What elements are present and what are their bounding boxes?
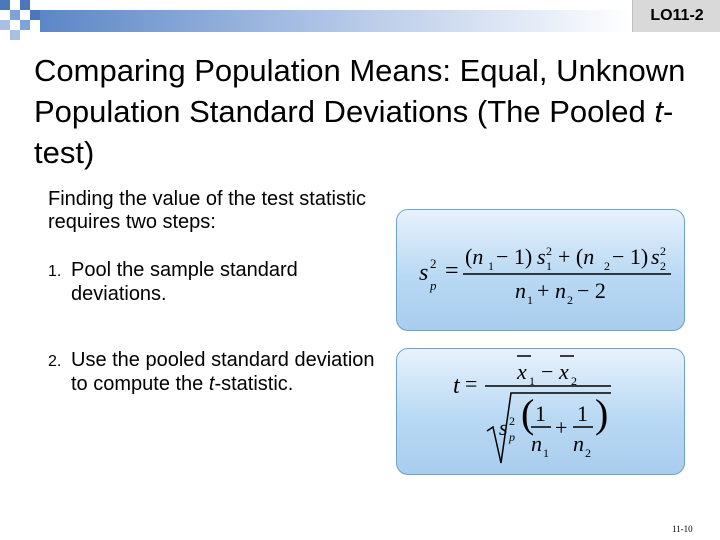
svg-text:− 2: − 2: [577, 278, 606, 303]
svg-text:n: n: [531, 431, 542, 456]
svg-text:1: 1: [577, 401, 588, 426]
step-item-2: [48, 348, 378, 396]
svg-text:2: 2: [585, 446, 591, 460]
svg-text:s: s: [499, 415, 508, 440]
svg-text:(: (: [521, 391, 535, 436]
t-statistic-formula-box: [396, 348, 685, 475]
step-number: 1.: [48, 263, 62, 280]
svg-text:2: 2: [604, 259, 610, 273]
slide-title: Comparing Population Means: Equal, Unknown Population Standard Deviations (The Pooled t-test): [34, 53, 686, 170]
svg-text:+ (n: + (n: [558, 244, 595, 269]
svg-text:− 1): − 1): [612, 244, 649, 269]
svg-text:=: =: [465, 371, 478, 396]
svg-text:p: p: [430, 278, 437, 293]
svg-text:(n: (n: [465, 244, 484, 269]
svg-text:s: s: [651, 244, 660, 269]
t-statistic-formula: [397, 349, 684, 474]
svg-text:2: 2: [571, 374, 577, 388]
header-gradient-bar: [40, 10, 632, 32]
svg-text:): ): [595, 391, 609, 436]
svg-text:1: 1: [488, 259, 494, 273]
svg-text:n: n: [555, 278, 566, 303]
svg-text:+: +: [537, 278, 550, 303]
svg-text:1: 1: [543, 446, 549, 460]
svg-text:2: 2: [546, 244, 552, 258]
step-text: Pool the sample standard deviations.: [71, 259, 298, 305]
step-text: Use the pooled standard deviation to compute the t-statistic.: [71, 349, 375, 395]
pooled-variance-formula: [397, 210, 684, 330]
svg-text:=: =: [445, 258, 459, 284]
svg-text:s: s: [419, 260, 429, 286]
svg-text:2: 2: [430, 256, 437, 271]
svg-text:−: −: [541, 359, 554, 384]
svg-text:1: 1: [529, 374, 535, 388]
learning-objective-badge: LO11-2: [632, 0, 720, 32]
svg-text:t: t: [453, 373, 460, 399]
svg-text:− 1): − 1): [496, 244, 533, 269]
pooled-variance-formula-box: [396, 209, 685, 331]
svg-text:s: s: [537, 244, 546, 269]
svg-text:x: x: [517, 359, 527, 384]
svg-text:2: 2: [509, 414, 515, 428]
svg-text:2: 2: [567, 293, 573, 307]
step-item-1: [48, 258, 378, 306]
svg-text:1: 1: [535, 401, 546, 426]
svg-text:2: 2: [660, 259, 666, 273]
intro-text: Finding the value of the test statistic requires two steps:: [48, 188, 366, 233]
svg-text:1: 1: [546, 259, 552, 273]
svg-text:n: n: [515, 278, 526, 303]
page-number: 11-10: [672, 524, 693, 534]
svg-text:p: p: [509, 430, 515, 444]
svg-text:n: n: [573, 431, 584, 456]
svg-text:2: 2: [660, 244, 666, 258]
step-number: 2.: [48, 353, 62, 370]
svg-text:1: 1: [527, 293, 533, 307]
svg-text:x: x: [559, 359, 569, 384]
svg-text:+: +: [555, 415, 568, 440]
